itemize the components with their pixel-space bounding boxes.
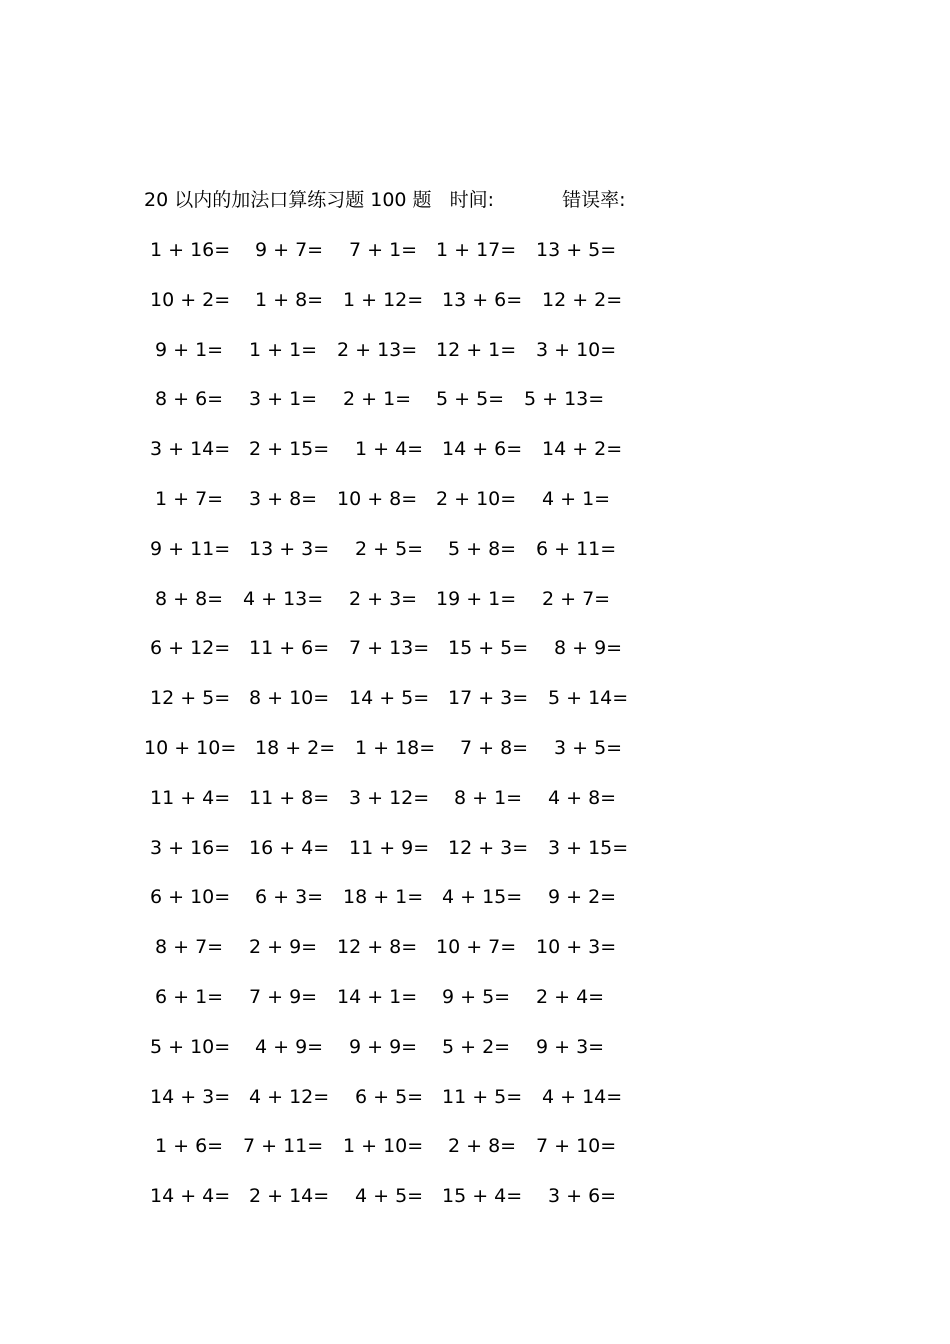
error-rate-label: 错误率:	[562, 189, 626, 211]
problem-item: 7 + 8=	[460, 736, 529, 759]
problem-item: 2 + 15=	[249, 438, 330, 461]
problem-row	[144, 883, 644, 933]
problem-item: 2 + 13=	[337, 338, 418, 361]
problem-item: 13 + 6=	[442, 288, 523, 311]
problem-item: 12 + 5=	[150, 687, 231, 710]
problem-item: 2 + 4=	[536, 985, 605, 1008]
problem-item: 4 + 1=	[542, 487, 611, 510]
problem-item: 4 + 14=	[542, 1085, 623, 1108]
problem-item: 3 + 5=	[554, 736, 623, 759]
problem-item: 1 + 12=	[343, 288, 424, 311]
problem-item: 12 + 8=	[337, 936, 418, 959]
problem-item: 11 + 8=	[249, 786, 330, 809]
problem-item: 5 + 5=	[436, 388, 505, 411]
problem-item: 9 + 5=	[442, 985, 511, 1008]
problem-item: 6 + 5=	[355, 1085, 424, 1108]
problem-item: 1 + 10=	[343, 1135, 424, 1158]
problem-item: 12 + 2=	[542, 288, 623, 311]
problem-item: 10 + 3=	[536, 936, 617, 959]
problem-item: 4 + 9=	[255, 1035, 324, 1058]
problem-item: 5 + 13=	[524, 388, 605, 411]
problem-row	[144, 385, 644, 435]
problem-item: 11 + 4=	[150, 786, 231, 809]
problem-item: 11 + 9=	[349, 836, 430, 859]
problem-item: 7 + 1=	[349, 239, 418, 261]
problem-item: 14 + 6=	[442, 438, 523, 461]
problem-item: 4 + 8=	[548, 786, 617, 809]
problem-item: 1 + 17=	[436, 239, 517, 261]
problem-row	[144, 286, 644, 336]
problem-item: 5 + 14=	[548, 687, 629, 710]
problem-item: 8 + 1=	[454, 786, 523, 809]
problem-item: 8 + 9=	[554, 637, 623, 660]
problem-row	[144, 535, 644, 585]
problem-item: 18 + 2=	[255, 736, 336, 759]
problem-item: 10 + 8=	[337, 487, 418, 510]
problem-item: 3 + 6=	[548, 1185, 617, 1208]
problem-item: 7 + 11=	[243, 1135, 324, 1158]
problem-row	[144, 1182, 644, 1232]
problem-item: 6 + 10=	[150, 886, 231, 909]
problem-row	[144, 1132, 644, 1182]
problem-row	[144, 485, 644, 535]
problem-item: 10 + 10=	[144, 736, 237, 759]
problem-row	[144, 983, 644, 1033]
problem-item: 2 + 10=	[436, 487, 517, 510]
problem-item: 14 + 5=	[349, 687, 430, 710]
problem-row	[144, 585, 644, 635]
problem-item: 11 + 5=	[442, 1085, 523, 1108]
problem-item: 1 + 7=	[155, 487, 224, 510]
problem-item: 12 + 1=	[436, 338, 517, 361]
problem-item: 2 + 14=	[249, 1185, 330, 1208]
problem-item: 13 + 3=	[249, 537, 330, 560]
problem-item: 6 + 3=	[255, 886, 324, 909]
problem-item: 14 + 4=	[150, 1185, 231, 1208]
problem-item: 18 + 1=	[343, 886, 424, 909]
problem-row	[144, 933, 644, 983]
problem-row	[144, 834, 644, 884]
problem-item: 6 + 12=	[150, 637, 231, 660]
problem-item: 3 + 16=	[150, 836, 231, 859]
problem-row	[144, 336, 644, 386]
problem-item: 7 + 13=	[349, 637, 430, 660]
problem-item: 8 + 8=	[155, 587, 224, 610]
problem-item: 2 + 7=	[542, 587, 611, 610]
problem-item: 9 + 7=	[255, 239, 324, 261]
problem-item: 1 + 4=	[355, 438, 424, 461]
problem-item: 1 + 8=	[255, 288, 324, 311]
problem-item: 8 + 6=	[155, 388, 224, 411]
worksheet-title: 20 以内的加法口算练习题 100 题	[144, 189, 432, 211]
problem-item: 17 + 3=	[448, 687, 529, 710]
problem-row	[144, 435, 644, 485]
problem-item: 6 + 1=	[155, 985, 224, 1008]
problem-item: 1 + 16=	[150, 239, 231, 261]
problem-item: 9 + 1=	[155, 338, 224, 361]
problem-row	[144, 684, 644, 734]
problem-item: 2 + 3=	[349, 587, 418, 610]
problem-item: 2 + 5=	[355, 537, 424, 560]
problem-item: 14 + 3=	[150, 1085, 231, 1108]
problem-item: 9 + 11=	[150, 537, 231, 560]
problem-row	[144, 1083, 644, 1133]
problem-row	[144, 784, 644, 834]
problem-row	[144, 634, 644, 684]
problem-item: 11 + 6=	[249, 637, 330, 660]
problem-item: 9 + 9=	[349, 1035, 418, 1058]
problem-item: 8 + 10=	[249, 687, 330, 710]
problem-item: 9 + 3=	[536, 1035, 605, 1058]
problem-item: 9 + 2=	[548, 886, 617, 909]
problem-item: 5 + 10=	[150, 1035, 231, 1058]
problem-grid	[144, 236, 644, 1232]
problem-item: 2 + 9=	[249, 936, 318, 959]
problem-item: 3 + 1=	[249, 388, 318, 411]
problem-row	[144, 734, 644, 784]
problem-item: 2 + 8=	[448, 1135, 517, 1158]
problem-item: 3 + 10=	[536, 338, 617, 361]
problem-item: 10 + 2=	[150, 288, 231, 311]
time-label: 时间:	[449, 189, 495, 211]
problem-item: 1 + 1=	[249, 338, 318, 361]
problem-item: 15 + 4=	[442, 1185, 523, 1208]
problem-item: 3 + 8=	[249, 487, 318, 510]
problem-item: 12 + 3=	[448, 836, 529, 859]
problem-item: 4 + 5=	[355, 1185, 424, 1208]
problem-item: 1 + 6=	[155, 1135, 224, 1158]
worksheet-header	[144, 186, 625, 214]
problem-item: 16 + 4=	[249, 836, 330, 859]
problem-item: 19 + 1=	[436, 587, 517, 610]
problem-item: 3 + 12=	[349, 786, 430, 809]
problem-item: 14 + 1=	[337, 985, 418, 1008]
problem-item: 7 + 9=	[249, 985, 318, 1008]
problem-item: 5 + 8=	[448, 537, 517, 560]
problem-item: 15 + 5=	[448, 637, 529, 660]
problem-item: 3 + 14=	[150, 438, 231, 461]
problem-item: 7 + 10=	[536, 1135, 617, 1158]
problem-item: 1 + 18=	[355, 736, 436, 759]
problem-item: 4 + 15=	[442, 886, 523, 909]
problem-item: 5 + 2=	[442, 1035, 511, 1058]
problem-item: 8 + 7=	[155, 936, 224, 959]
problem-item: 14 + 2=	[542, 438, 623, 461]
problem-item: 13 + 5=	[536, 239, 617, 261]
problem-item: 2 + 1=	[343, 388, 412, 411]
problem-item: 10 + 7=	[436, 936, 517, 959]
problem-item: 4 + 13=	[243, 587, 324, 610]
problem-item: 4 + 12=	[249, 1085, 330, 1108]
problem-row	[144, 236, 644, 286]
problem-item: 3 + 15=	[548, 836, 629, 859]
problem-row	[144, 1033, 644, 1083]
problem-item: 6 + 11=	[536, 537, 617, 560]
